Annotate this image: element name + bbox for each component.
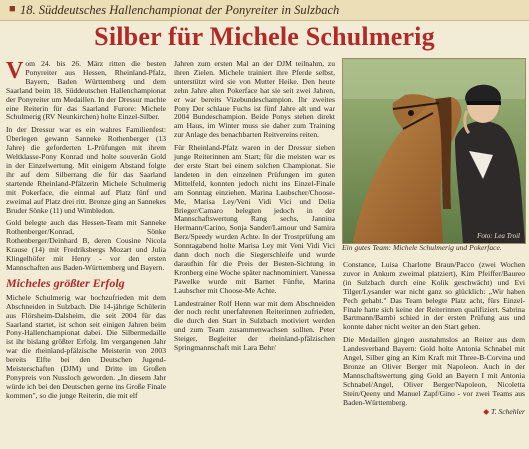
photo-credit: Foto: Lea Troil (477, 232, 520, 240)
body-paragraph: Für Rheinland-Pfalz waren in der Dressur sieben junge Reiterinnen am Start; für die meisten war es der erste Start bei einem solchen Championat. Sie landeten in den einzelnen Prüfungen im guten Mittelfeld, konnten jedoch nicht ins Einzel-Finale am Sonntag einziehen. Marina Laubscher/Choose-Me, Marisa Ley/Veni Vidi Vici und Delia Brieger/Camaro belegten jedoch in der Mannschaftswertung Rang sechs, Jannina Hermann/Carino, Sonja Sander/Lamour und Samira Berz/Speedy wurden Achte. In der Trostprüfung am Sonntagabend holte Marisa Ley mit Veni Vidi Vici dann doch noch die Siegerschleife und wurde daraufhin für die Preis der Besten-Sichtung in Kronberg eine Woche später nachnominiert. Vanessa Pawelke wurde mit Barnet Fünfte, Marina Laubscher mit Choose-Me Achte. (174, 143, 335, 295)
section-kicker: 18. Süddeutsches Hallenchampionat der Ponyreiter in Sulzbach (20, 3, 340, 17)
drop-cap: V (6, 58, 24, 84)
article-headline: Silber für Michele Schulmerig (94, 22, 435, 51)
author-line (343, 408, 525, 417)
photo-caption: Ein gutes Team: Michele Schulmerig und Pokerface. (342, 243, 502, 252)
body-paragraph: Constance, Luisa Charlotte Braun/Pacco (zwei Wochen zuvor in Ankum zweimal platziert), Kim Pfeiffer/Baureo (in Sulzbach durch eine Kolik geschwächt) und Evi Tilger/Lysander war nicht ganz so glücklich: „Wir haben Pech gehabt." Das Team belegte Platz acht, fürs Einzel-Finale hatte sich keine der Reiterinnen qualifiziert. Sabrina Bartmann/Bambi schied in der ersten Prüfung aus und konnte daher nicht weiter an den Start gehen. (343, 260, 525, 332)
lead-paragraph: om 24. bis 26. März ritten die besten Ponyreiter aus Hessen, Rheinland-Pfalz, Bayern, Baden Württemberg und dem Saarland beim 18. Süddeutschen Hallenchampionat der Ponyreiter um Medaillen. In der Dressur machte eine Reiterin für das Saarland Furore: Michele Schulmerig (RV Neunkirchen) holte Einzel-Silber. (6, 59, 166, 122)
body-paragraph: Michele Schulmerig war hochzufrieden mit dem Abschneiden in Sulzbach. Die 14-jährige Schülerin aus Flörsheim-Dalsheim, die seit 2004 für das Saarland startet, ist schon seit einigen Jahren beim Pony-Hallenchampionat dabei. Die Silbermedaille ist ihr bislang größter Erfolg. Im vergangenen Jahr war die rheinland-pfälzische Meisterin von 2003 bereits Elfte bei den Deutschen Jugend-Meisterschaften (DJM) und Dritte im Großen Ponypreis von Nussloch geworden. „In diesem Jahr würde ich bei den Deutschen gerne ins Große Finale kommen", so die junge Reiterin, die mit elf (6, 292, 166, 400)
section-header (0, 0, 529, 21)
body-paragraph: Jahren zum ersten Mal an der DJM teilnahm, zu ihren Zielen. Michele trainiert ihre Pferde selbst, unterstützt wird sie von Mutter Heike. Den heute zehn Jahre alten Pokerface hat sie seit zwei Jahren, er war bereits Vizebundeschampion. Ihr zweites Pony Der schlaue Fuchs ist fünf Jahre alt und war 2004 Bundeschampion. Beide Ponys stehen direkt am Haus, im Winter muss sie daher zum Training zur Anlage des benachbarten Reitvereins reiten. (174, 59, 335, 140)
subheading: Micheles größter Erfolg (6, 275, 125, 290)
photo-illustration (343, 59, 525, 243)
body-paragraph: Landestrainer Rolf Henn war mit dem Abschneiden der noch recht unerfahrenen Reiterinnen zufrieden, die durch den Start in Sulzbach motiviert werden und zum Team zusammenwachsen sollten. Peter Steiger, Begleiter der rheinland-pfälzischen Springmannschaft mit Lara Behr/ (174, 298, 335, 353)
article-column-3 (343, 261, 525, 416)
end-mark-icon: ◆ (483, 406, 491, 416)
author-name: T. Schehler (490, 406, 525, 416)
body-paragraph: Die Medaillen gingen ausnahmslos an Reiter aus dem Landesverband Bayern: Gold holte Antonia Schnabel mit Angel, Silber ging an Kim Kraft mit Three-B-Corvina und Bronze an Oliver Berger mit Napoleon. Auch in der Mannschaftswertung ging Gold an Bayern I mit Antonia Schnabel/Angel, Oliver Berger/Napoleon, Nicoletta Stein/Qeeny und Manuel Zapf/Gino - vor zwei Teams aus Baden-Württemberg. (343, 335, 525, 407)
body-paragraph: In der Dressur war es ein wahres Familienfest: Überlegen gewann Sanneke Rothenberger (13 Jahre) die geforderten L-Prüfungen mit ihrem Weltklasse-Pony Konrad und holte souverän Gold in der Einzelwertung. Mit einigem Abstand folgte ihr auf dem Silberrang die für das Saarland startende Rheinland-Pfälzerin Michele Schulmerig mit Pokerface, die einmal auf Platz fünf und zweimal auf Platz drei ritt. Bronze ging an Sannekes Bruder Sönke (11) und Wimbledon. (6, 125, 166, 215)
article-column-2 (174, 60, 335, 353)
body-paragraph: Gold belegte auch das Hessen-Team mit Sanneke Rothenberger/Konrad, Sönke Rothenberger/Deinhard B, deren Cousine Nicola Krause (14) mit Fredriksbergs Mozart und Julia Klingelhöfer mit Henry - vor den ersten Mannschaften aus Baden-Württemberg und Bayern. (6, 218, 166, 272)
rider-pony-photo (342, 58, 526, 244)
article-column-1 (6, 60, 166, 401)
bullet-icon: ■ (9, 3, 16, 15)
